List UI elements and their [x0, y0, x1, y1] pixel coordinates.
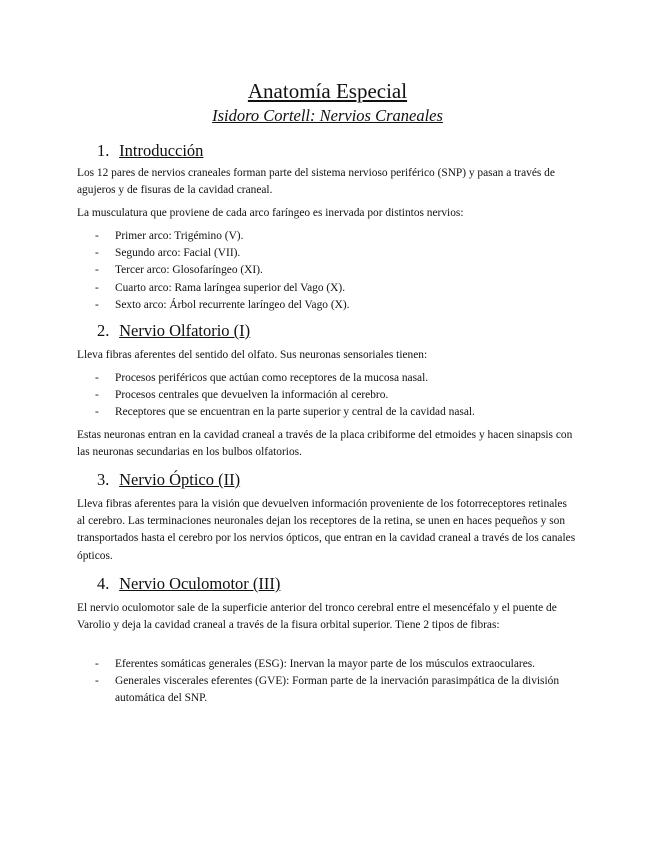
section-title: Introducción: [119, 141, 204, 160]
section-title: Nervio Óptico (II): [119, 470, 241, 489]
paragraph: Lleva fibras aferentes para la visión que devuelven información proveniente de los fotorreceptores retinales al cerebro. Las terminaciones neuronales dejan los receptores de la retina, se unen en haces pequeños y son transportados hasta el cerebro por los nervios ópticos, que entran en la cavidad craneal a través de los canales ópticos.: [77, 498, 576, 562]
dash-marker: -: [95, 406, 99, 419]
section-heading-nervio-optico: [97, 469, 240, 491]
dash-marker: -: [95, 389, 99, 402]
section-number: 2.: [97, 321, 110, 340]
list-item: - Eferentes somáticas generales (ESG): Inervan la mayor parte de los músculos extraoculares.: [77, 656, 577, 673]
section-heading-nervio-olfatorio: [97, 320, 250, 342]
list-item: - Segundo arco: Facial (VII).: [77, 245, 577, 262]
section-heading-nervio-oculomotor: [97, 573, 280, 595]
paragraph: Estas neuronas entran en la cavidad craneal a través de la placa cribiforme del etmoides y hacen sinapsis con las neuronas secundarias en los bulbos olfatorios.: [77, 429, 573, 459]
list-item: - Sexto arco: Árbol recurrente laríngeo del Vago (X).: [77, 297, 577, 314]
paragraph: La musculatura que proviene de cada arco faríngeo es inervada por distintos nervios:: [77, 207, 464, 219]
section-number: 4.: [97, 574, 110, 593]
section-title: Nervio Oculomotor (III): [119, 574, 281, 593]
document-subtitle: Isidoro Cortell: Nervios Craneales: [212, 106, 443, 125]
list-item: - Procesos centrales que devuelven la información al cerebro.: [77, 387, 577, 404]
dash-marker: -: [95, 298, 99, 311]
dash-marker: -: [95, 372, 99, 384]
dash-marker: -: [95, 230, 99, 242]
list-item: - Procesos periféricos que actúan como receptores de la mucosa nasal.: [77, 370, 577, 387]
bullet-list: [77, 656, 577, 708]
section-heading-introduccion: [97, 140, 203, 162]
document-title: Anatomía Especial: [247, 79, 408, 103]
bullet-list: [77, 228, 577, 314]
paragraph: Lleva fibras aferentes del sentido del olfato. Sus neuronas sensoriales tienen:: [77, 349, 428, 361]
dash-marker: -: [95, 247, 99, 260]
dash-marker: -: [95, 658, 99, 670]
list-item: - Primer arco: Trigémino (V).: [77, 228, 577, 245]
dash-marker: -: [95, 281, 99, 294]
paragraph: Los 12 pares de nervios craneales forman parte del sistema nervioso periférico (SNP) y pasan a través de agujeros y de fisuras de la cavidad craneal.: [77, 167, 555, 197]
list-item: - Receptores que se encuentran en la parte superior y central de la cavidad nasal.: [77, 404, 577, 421]
list-item: - Generales viscerales eferentes (GVE): Forman parte de la inervación parasimpática de la división automática del SNP.: [95, 675, 560, 705]
section-number: 3.: [97, 470, 110, 489]
paragraph: El nervio oculomotor sale de la superficie anterior del tronco cerebral entre el mesencéfalo y el puente de Varolio y deja la cavidad craneal a través de la fisura orbital superior. Tiene 2 tipos de fibras:: [77, 602, 557, 632]
section-title: Nervio Olfatorio (I): [119, 321, 251, 340]
list-item: - Cuarto arco: Rama laríngea superior del Vago (X).: [77, 280, 577, 297]
section-number: 1.: [97, 141, 110, 160]
list-item: - Tercer arco: Glosofaríngeo (XI).: [77, 262, 577, 279]
bullet-list: [77, 370, 577, 422]
dash-marker: -: [95, 675, 99, 688]
dash-marker: -: [95, 264, 99, 277]
